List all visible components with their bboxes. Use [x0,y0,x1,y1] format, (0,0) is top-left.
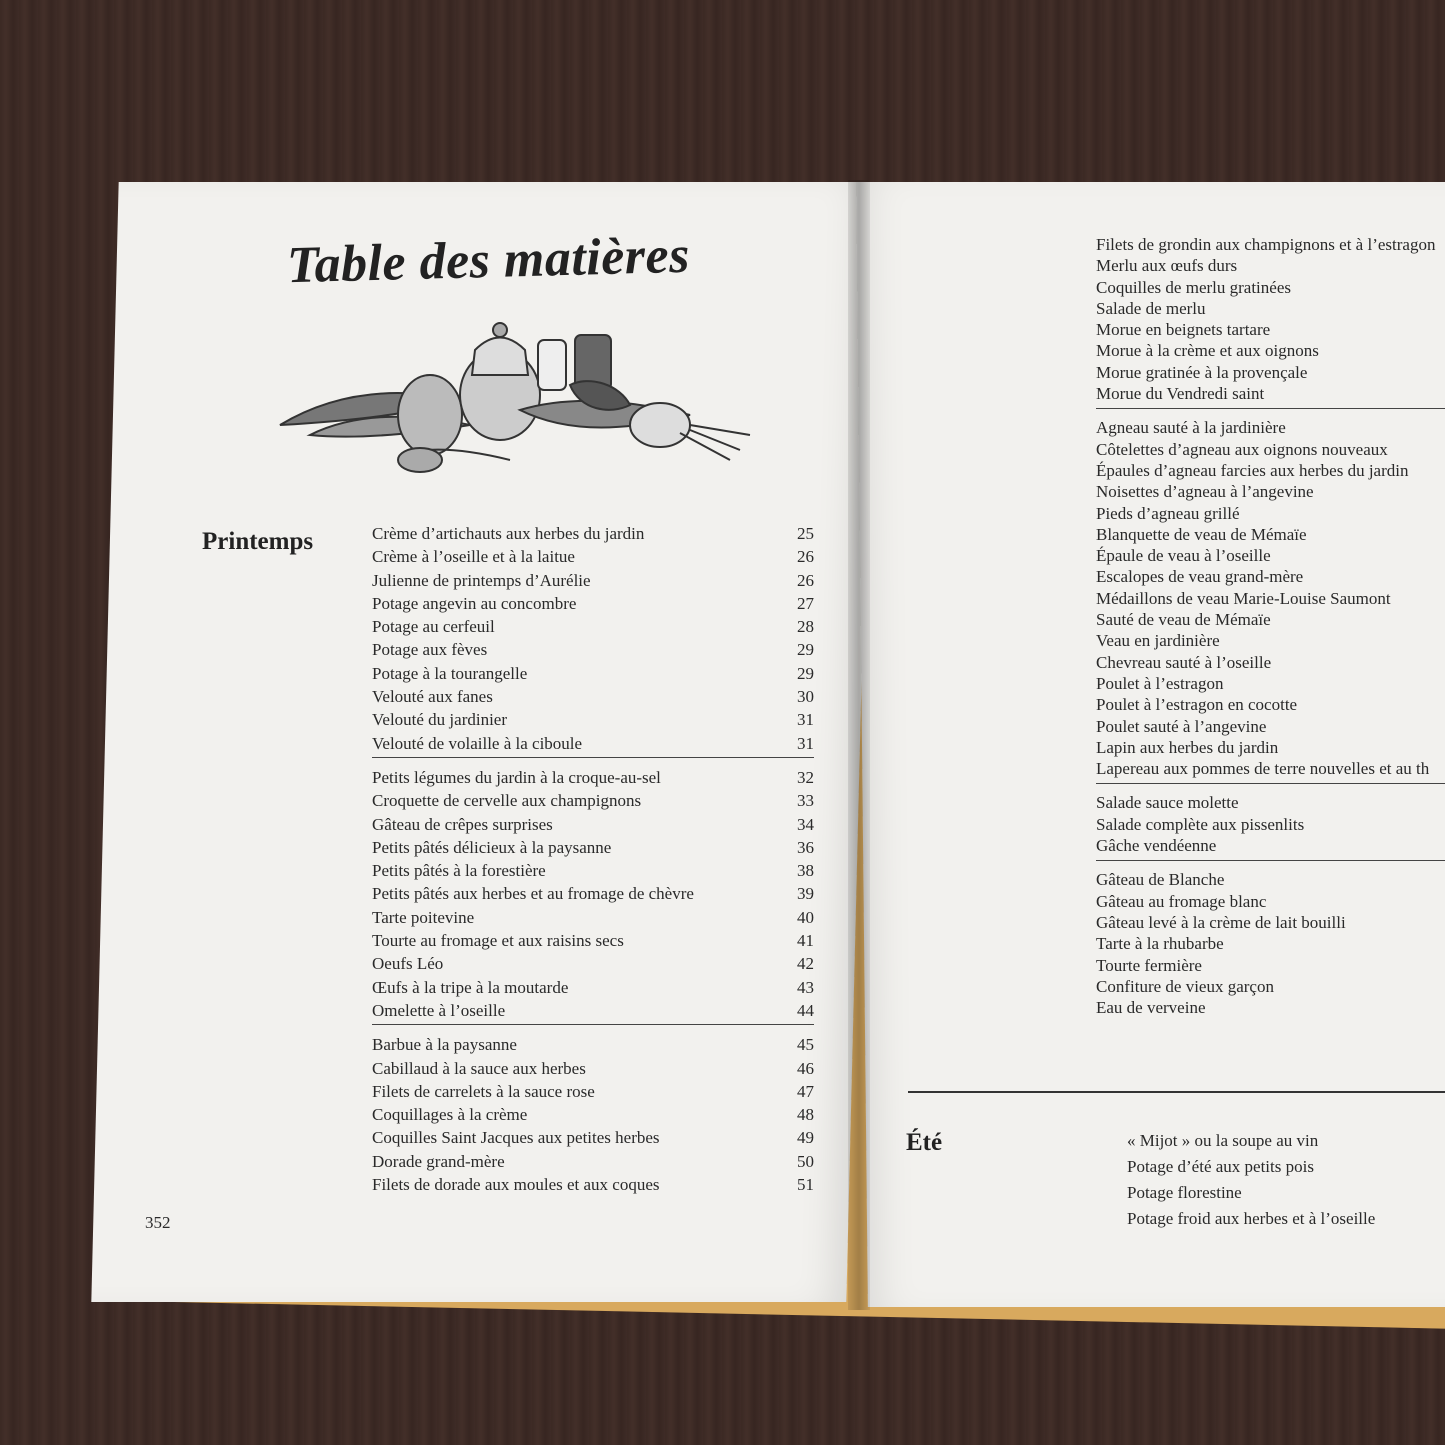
toc-row [372,732,814,755]
recipe-title: Coquillages à la crème [372,1105,528,1125]
page-ref: 40 [797,907,814,927]
recipe-title: Blanquette de veau de Mémaïe [1096,524,1307,544]
section-label-ete: Été [906,1129,943,1156]
page-ref: 47 [797,1081,814,1101]
toc-row [372,952,814,975]
recipe-title: Petits pâtés aux herbes et au fromage de chèvre [372,884,694,904]
page-ref: 39 [797,884,814,904]
page-ref: 28 [797,617,814,637]
recipe-title: Côtelettes d’agneau aux oignons nouveaux [1096,439,1388,459]
recipe-title: Lapereau aux pommes de terre nouvelles et au th [1096,759,1430,779]
toc-row [372,545,814,568]
toc-row [372,1150,814,1173]
group-divider [1096,783,1445,784]
recipe-title: Merlu aux œufs durs [1096,256,1238,276]
recipe-title: Potage froid aux herbes et à l’oseille [1127,1209,1376,1228]
toc-row [372,859,814,882]
recipe-title: « Mijot » ou la soupe au vin [1127,1131,1319,1150]
toc-row [372,929,814,952]
toc-row [372,638,814,661]
toc-row [372,813,814,836]
page-ref: 34 [797,814,814,834]
recipe-title: Gâteau de Blanche [1096,870,1225,890]
page-ref: 46 [797,1058,814,1078]
recipe-title: Cabillaud à la sauce aux herbes [372,1058,586,1078]
page-ref: 45 [797,1035,814,1055]
page-ref: 25 [797,524,814,543]
page-ref: 41 [797,931,814,951]
recipe-title: Crème à l’oseille et à la laitue [372,547,575,567]
page-ref: 50 [797,1151,814,1171]
recipe-title: Morue à la crème et aux oignons [1096,341,1319,361]
recipe-title: Pieds d’agneau grillé [1096,503,1240,523]
recipe-title: Poulet à l’estragon en cocotte [1096,695,1298,715]
page-ref: 48 [797,1105,814,1125]
recipe-title: Crème d’artichauts aux herbes du jardin [372,524,645,543]
toc-row [372,685,814,708]
recipe-title: Velouté du jardinier [372,710,508,730]
page-ref: 29 [797,640,814,660]
recipe-title: Salade complète aux pissenlits [1096,814,1305,834]
recipe-title: Escalopes de veau grand-mère [1096,567,1304,587]
toc-row [372,1173,814,1196]
page-ref: 32 [797,767,814,787]
page-ref: 26 [797,547,814,567]
recipe-title: Petits pâtés délicieux à la paysanne [372,837,612,857]
page-ref: 30 [797,687,814,707]
recipe-title: Noisettes d’agneau à l’angevine [1096,482,1314,502]
recipe-title: Potage aux fèves [372,640,488,660]
toc-row [372,1033,814,1056]
recipe-title: Morue gratinée à la provençale [1096,362,1308,382]
recipe-title: Gâteau levé à la crème de lait bouilli [1096,912,1346,932]
recipe-title: Gâche vendéenne [1096,836,1217,856]
recipe-title: Filets de dorade aux moules et aux coques [372,1175,660,1195]
page-ref: 44 [797,1000,814,1020]
recipe-title: Petits légumes du jardin à la croque-au-sel [372,767,661,787]
toc-row [372,708,814,731]
recipe-title: Potage d’été aux petits pois [1127,1157,1314,1176]
page-ref: 43 [797,977,814,997]
recipe-title: Coquilles de merlu gratinées [1096,277,1291,297]
group-divider [372,1024,814,1025]
page-ref: 49 [797,1128,814,1148]
book-gutter [848,180,870,1310]
recipe-title: Médaillons de veau Marie-Louise Saumont [1096,588,1391,608]
group-divider [1096,408,1445,409]
recipe-title: Tourte fermière [1096,955,1202,975]
recipe-title: Sauté de veau de Mémaïe [1096,610,1271,630]
toc-row [372,789,814,812]
recipe-title: Velouté aux fanes [372,687,493,707]
toc-row [372,1126,814,1149]
recipe-title: Poulet à l’estragon [1096,673,1224,693]
recipe-title: Velouté de volaille à la ciboule [372,733,583,753]
toc-row [372,615,814,638]
recipe-title: Potage à la tourangelle [372,663,528,683]
toc-row [372,522,814,545]
page-ref: 29 [797,663,814,683]
recipe-title: Croquette de cervelle aux champignons [372,791,642,811]
page-ref: 51 [797,1175,814,1195]
recipe-title: Chevreau sauté à l’oseille [1096,652,1272,672]
page-ref: 26 [797,570,814,590]
recipe-title: Potage florestine [1127,1183,1242,1202]
toc-row [372,976,814,999]
toc-row [372,999,814,1022]
recipe-title: Gâteau au fromage blanc [1096,891,1267,911]
recipe-title: Eau de verveine [1096,998,1206,1018]
recipe-title: Petits pâtés à la forestière [372,861,546,881]
group-divider [1096,860,1445,861]
vegetables-illustration [270,315,760,485]
page-ref: 38 [797,861,814,881]
page-ref: 27 [797,593,814,613]
recipe-title: Épaule de veau à l’oseille [1096,546,1271,566]
recipe-title: Morue en beignets tartare [1096,320,1271,340]
recipe-title: Dorade grand-mère [372,1151,505,1171]
recipe-title: Œufs à la tripe à la moutarde [372,977,569,997]
recipe-title: Coquilles Saint Jacques aux petites herbes [372,1128,660,1148]
toc-row [372,592,814,615]
section-label-printemps: Printemps [202,528,314,555]
toc-row [372,766,814,789]
toc-row [372,1080,814,1103]
recipe-title: Gâteau de crêpes surprises [372,814,553,834]
printemps-toc [372,522,814,1196]
toc-row [372,882,814,905]
recipe-title: Filets de grondin aux champignons et à l’estragon [1096,235,1436,254]
page-number: 352 [145,1213,171,1232]
recipe-title: Julienne de printemps d’Aurélie [372,570,591,590]
recipe-title: Agneau sauté à la jardinière [1096,418,1286,438]
page-title: Table des matières [286,226,691,295]
page-ref: 36 [797,837,814,857]
recipe-title: Lapin aux herbes du jardin [1096,737,1279,757]
recipe-title: Poulet sauté à l’angevine [1096,716,1267,736]
recipe-title: Morue du Vendredi saint [1096,384,1265,404]
toc-row [372,1057,814,1080]
recipe-title: Filets de carrelets à la sauce rose [372,1081,595,1101]
recipe-title: Barbue à la paysanne [372,1035,517,1055]
section-divider [908,1091,1445,1093]
recipe-title: Potage angevin au concombre [372,593,577,613]
recipe-title: Confiture de vieux garçon [1096,976,1274,996]
right-page-toc [1096,234,1445,1018]
recipe-title: Tarte à la rhubarbe [1096,934,1224,954]
recipe-title: Oeufs Léo [372,954,444,974]
page-ref: 42 [797,954,814,974]
toc-row [372,569,814,592]
recipe-title: Tarte poitevine [372,907,475,927]
recipe-title: Omelette à l’oseille [372,1000,506,1020]
page-ref: 31 [797,733,814,753]
recipe-title: Veau en jardinière [1096,631,1220,651]
toc-row [372,836,814,859]
ete-toc [1127,1130,1445,1234]
page-ref: 31 [797,710,814,730]
recipe-title: Tourte au fromage et aux raisins secs [372,931,624,951]
toc-row [372,906,814,929]
recipe-title: Épaules d’agneau farcies aux herbes du jardin [1096,460,1409,480]
recipe-title: Potage au cerfeuil [372,617,495,637]
toc-row [372,662,814,685]
recipe-title: Salade de merlu [1096,298,1206,318]
page-ref: 33 [797,791,814,811]
toc-row [372,1103,814,1126]
recipe-title: Salade sauce molette [1096,793,1239,813]
group-divider [372,757,814,758]
